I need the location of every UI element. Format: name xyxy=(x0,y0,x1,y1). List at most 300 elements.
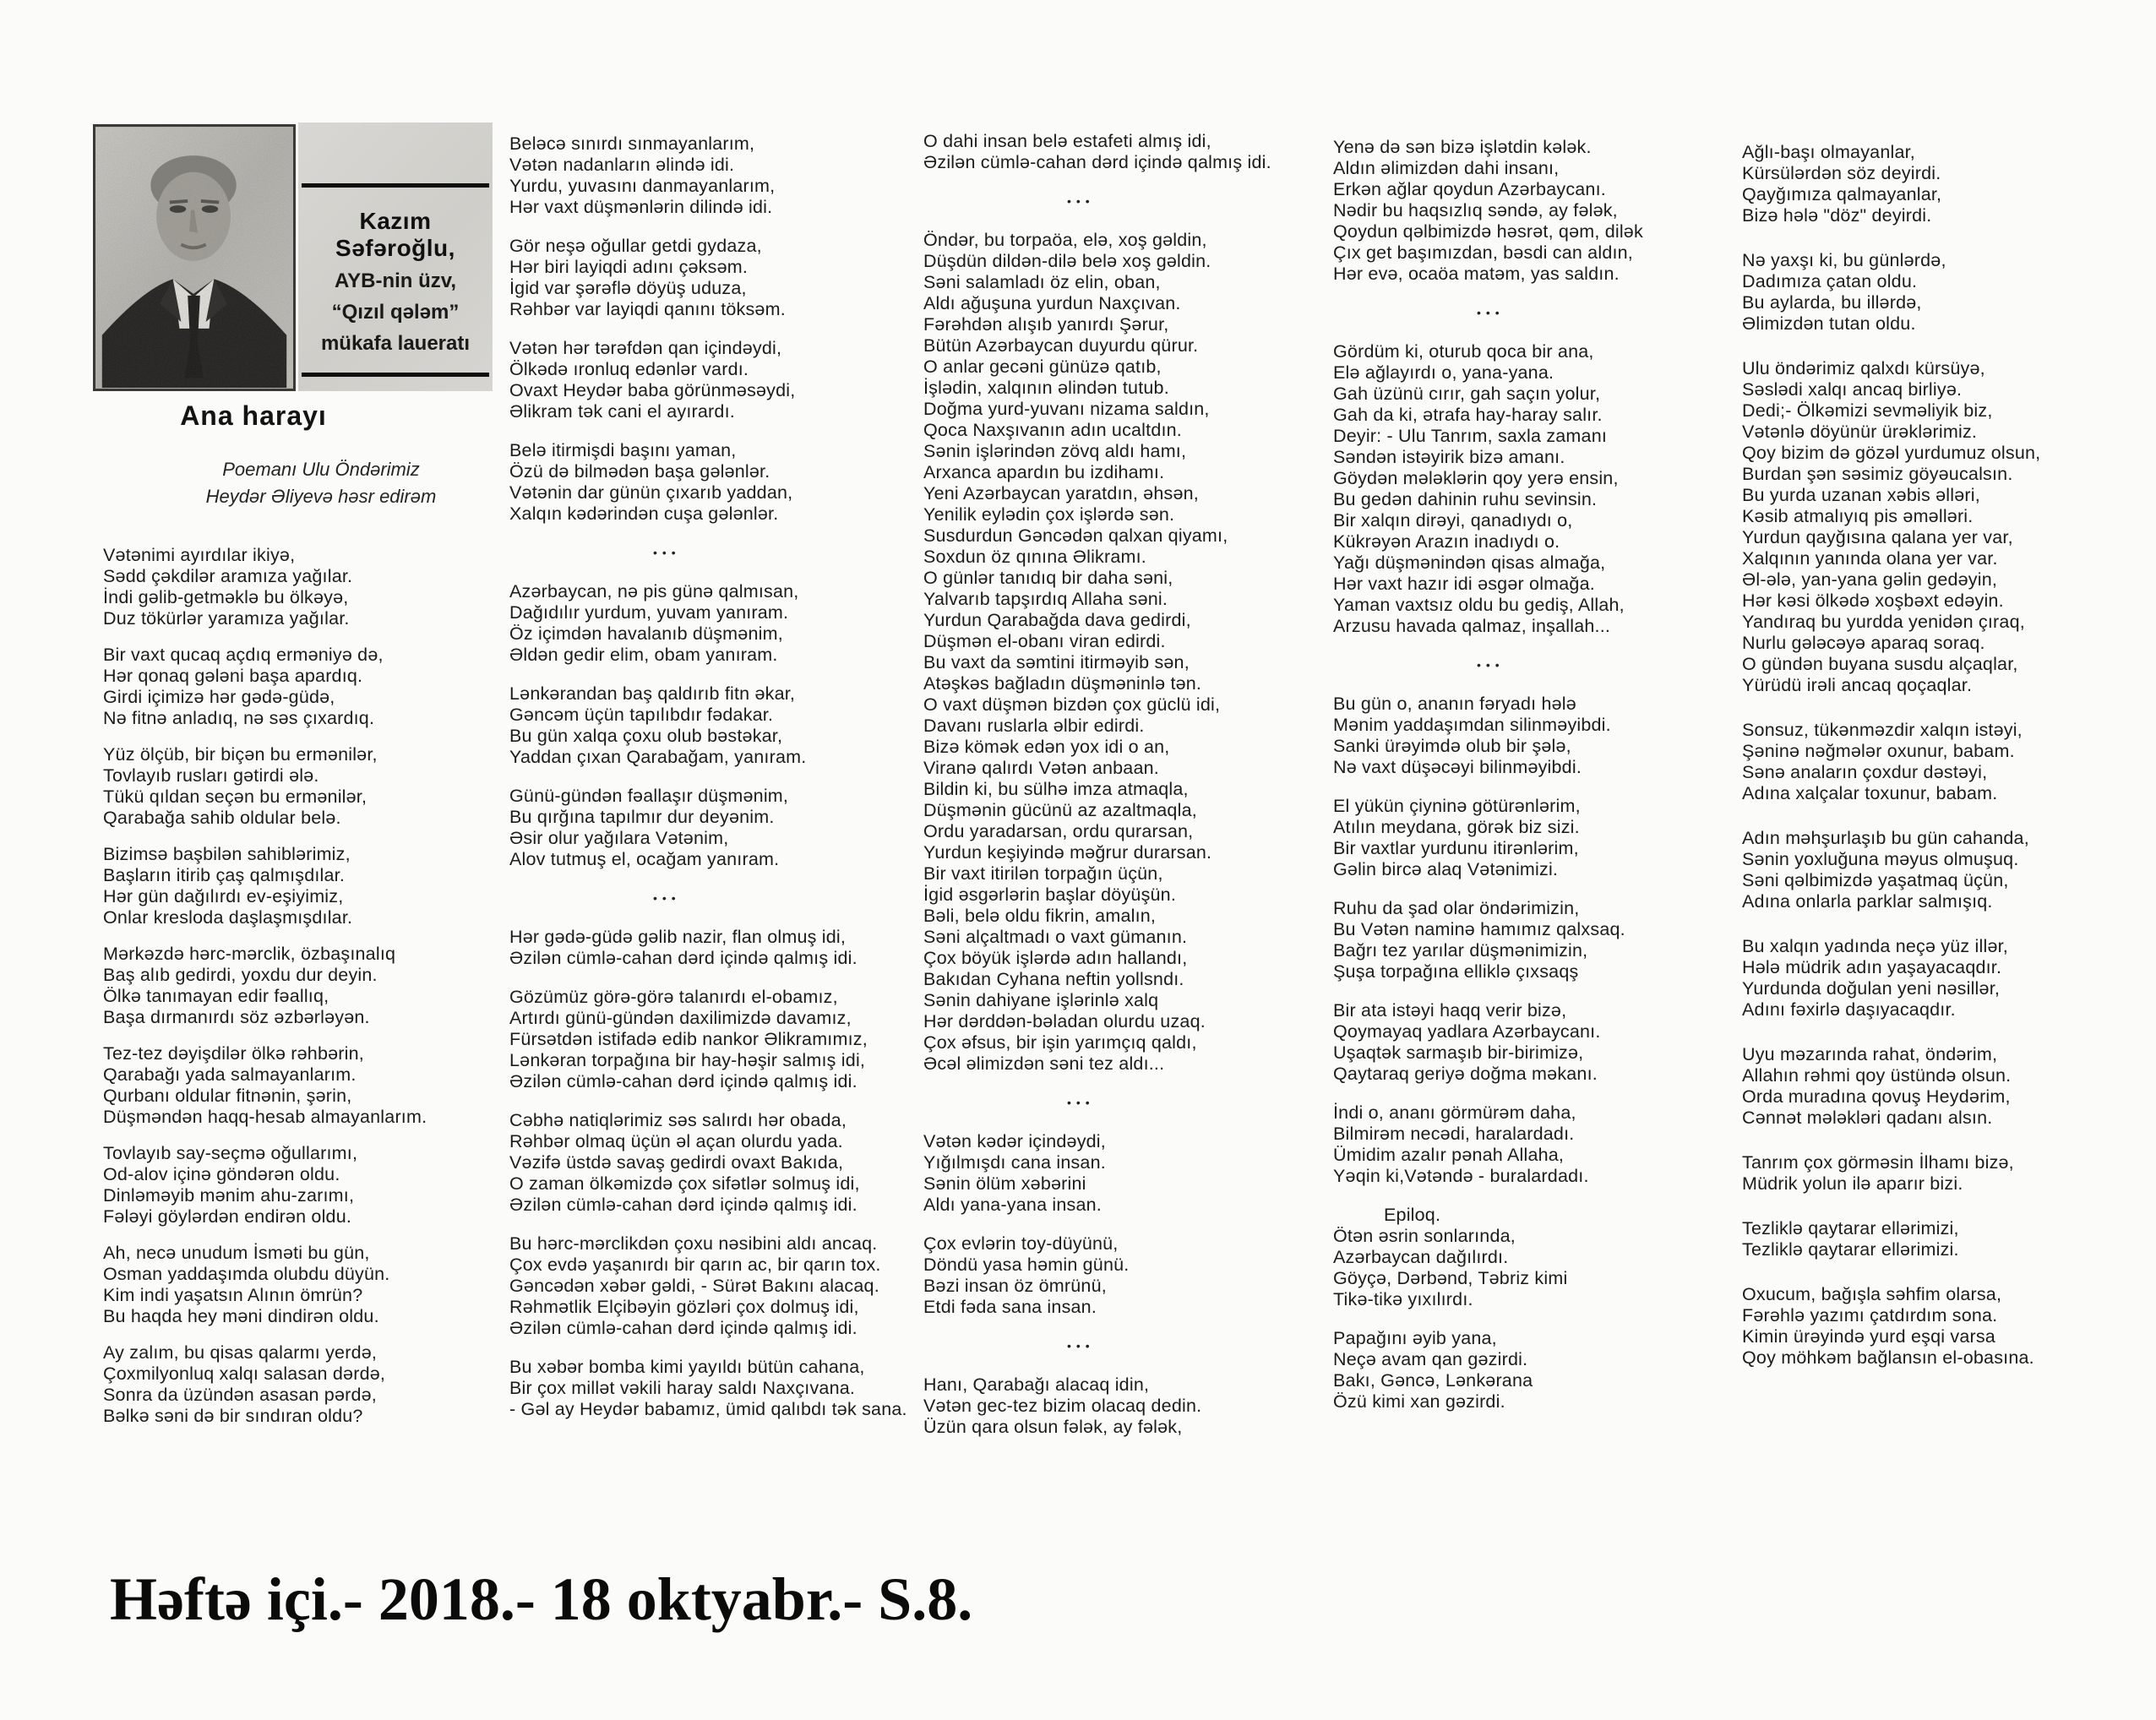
author-role-line: mükafa laueratı xyxy=(320,332,471,355)
poem-line: Orda muradına qovuş Heydərim, xyxy=(1742,1086,2011,1107)
stanza xyxy=(509,440,911,525)
poem-line: Müdrik yolun ilə aparır bizi. xyxy=(1742,1173,1963,1194)
poem-line: Erkən ağlar qoydun Azərbaycanı. xyxy=(1333,179,1606,199)
poem-line: Əcəl əlimizdən səni tez aldı... xyxy=(923,1053,1165,1074)
poem-line: Səslədi xalqı ancaq birliyə. xyxy=(1742,379,1963,400)
stanza-separator: ••• xyxy=(653,546,681,559)
poem-line: İşlədin, xalqının əlindən tutub. xyxy=(923,378,1169,398)
poem-line: Nə fitnə anladıq, nə səs çıxardıq. xyxy=(103,708,375,728)
poem-line: Aldı yana-yana insan. xyxy=(923,1195,1102,1215)
poem-line: Ovaxt Heydər baba görünməsəydi, xyxy=(509,380,796,400)
poem-line: İgid əsgərlərin başlar döyüşün. xyxy=(923,884,1177,905)
poem-line: Duz tökürlər yaramıza yağılar. xyxy=(103,608,350,629)
stanza xyxy=(103,1342,504,1427)
poem-line: Hər vaxt hazır idi əsgər olmağa. xyxy=(1333,574,1595,594)
poem-line: Çıx get başımızdan, bəsdi can aldın, xyxy=(1333,242,1633,263)
poem-line: Bir xalqın dirəyi, qanadıydı o, xyxy=(1333,510,1573,531)
poem-line: Rəhmətlik Elçibəyin gözləri çox dolmuş idi, xyxy=(509,1297,859,1317)
poem-line: Adına xalçalar toxunur, babam. xyxy=(1742,783,1998,803)
stanza xyxy=(509,786,911,870)
poem-line: Bütün Azərbaycan duyurdu qürur. xyxy=(923,335,1199,356)
poem-line: O anlar gecəni günüzə qatıb, xyxy=(923,357,1162,377)
poem-line: Günü-gündən fəallaşır düşmənim, xyxy=(509,786,789,806)
poem-line: Vətən hər tərəfdən qan içindəydi, xyxy=(509,338,782,358)
poem-line: Bir vaxtlar yurdunu itirənlərim, xyxy=(1333,838,1579,858)
poem-line: Elə ağlayırdı o, yana-yana. xyxy=(1333,362,1554,383)
poem-line: Adını fəxirlə daşıyacaqdır. xyxy=(1742,999,1956,1020)
stanza xyxy=(923,230,1325,1075)
poem-line: Əlimizdən tutan oldu. xyxy=(1742,313,1916,334)
poem-line: Qarabağı yada salmayanlarım. xyxy=(103,1064,357,1085)
poem-line: O vaxt düşmən bizdən çox güclü idi, xyxy=(923,694,1221,715)
poem-line: Vətən gec-tez bizim olacaq dedin. xyxy=(923,1396,1202,1416)
poem-line: Fərəhdən alışıb yanırdı Şərur, xyxy=(923,314,1169,335)
stanza xyxy=(923,131,1325,173)
poem-line: Allahın rəhmi qoy üstündə olsun. xyxy=(1742,1065,2012,1086)
portrait-photo-illustration xyxy=(95,127,293,389)
poem-line: Üzün qara olsun fələk, ay fələk, xyxy=(923,1417,1183,1437)
stanza xyxy=(1742,142,2143,226)
poem-line: O zaman ölkəmizdə çox sifətlər solmuş idi, xyxy=(509,1173,860,1194)
poem-line: Göyçə, Dərbənd, Təbriz kimi xyxy=(1333,1268,1568,1288)
poem-line: Bir çox millət vəkili haray saldı Naxçıvana. xyxy=(509,1378,856,1398)
poem-line: Vətən kədər içindəydi, xyxy=(923,1131,1106,1151)
poem-line: Sənin işlərindən zövq aldı hamı, xyxy=(923,441,1187,461)
poem-line: Başa dırmanırdı söz əzbərləyən. xyxy=(103,1007,370,1027)
poem-line: Ulu öndərimiz qalxdı kürsüyə, xyxy=(1742,358,1985,378)
poem-line: Vəzifə üstdə savaş gedirdi ovaxt Bakıda, xyxy=(509,1152,844,1173)
poem-line: Sonsuz, tükənməzdir xalqın istəyi, xyxy=(1742,720,2023,740)
poem-line: Ay zalım, bu qisas qalarmı yerdə, xyxy=(103,1342,378,1363)
poem-line: Öndər, bu torpaöa, elə, xoş gəldin, xyxy=(923,230,1207,250)
stanza xyxy=(509,1357,911,1420)
poem-line: Burdan şən səsimiz göyəucalsın. xyxy=(1742,464,2013,484)
poem-line: Davanı ruslarla əlbir edirdi. xyxy=(923,716,1145,736)
poem-line: Sənin yoxluğuna məyus olmuşuq. xyxy=(1742,849,2019,869)
poem-line: Qoy möhkəm bağlansın el-obasına. xyxy=(1742,1347,2034,1368)
stanza xyxy=(103,1043,504,1128)
poem-line: Sənin dahiyane işlərinlə xalq xyxy=(923,990,1159,1010)
poem-line: Düşməndən haqq-hesab almayanlarım. xyxy=(103,1107,427,1127)
stanza-heading: Epiloq. xyxy=(1384,1205,1441,1225)
poem-line: Bu vaxt da səmtini itirməyib sən, xyxy=(923,652,1190,672)
poem-line: Fələyi göylərdən endirən oldu. xyxy=(103,1206,352,1227)
poem-line: Bu gün xalqa çoxu olub bəstəkar, xyxy=(509,726,783,746)
poem-line: Osman yaddaşımda olubdu düyün. xyxy=(103,1264,390,1284)
stanza xyxy=(103,1243,504,1327)
stanza xyxy=(103,1143,504,1227)
poem-line: Qoy bizim də gözəl yurdumuz olsun, xyxy=(1742,443,2041,463)
poem-line: Beləcə sınırdı sınmayanlarım, xyxy=(509,133,755,154)
stanza xyxy=(1333,137,1734,285)
poem-line: Hər gün dağılırdı ev-eşiyimiz, xyxy=(103,886,344,906)
divider xyxy=(302,183,489,188)
poem-line: Ordu yaradarsan, ordu qurarsan, xyxy=(923,821,1194,841)
poem-line: Gəncəm üçün tapılıbdır fədakar. xyxy=(509,705,774,725)
poem-line: Əldən gedir elim, obam yanıram. xyxy=(509,645,778,665)
poem-line: Adına onlarla parklar salmışıq. xyxy=(1742,891,1993,912)
poem-line: Hər biri layiqdi adını çəksəm. xyxy=(509,257,749,277)
poem-line: Ağlı-başı olmayanlar, xyxy=(1742,142,1915,162)
stanza xyxy=(1742,936,2143,1021)
poem-line: Göydən mələklərin qoy yerə ensin, xyxy=(1333,468,1619,488)
poem-line: Əsir olur yağılara Vətənim, xyxy=(509,828,729,848)
poem-line: İgid var şərəflə döyüş uduza, xyxy=(509,278,747,298)
poem-line: Hər gədə-güdə gəlib nazir, flan olmuş idi, xyxy=(509,927,847,947)
poem-line: Baş alıb gedirdi, yoxdu dur deyin. xyxy=(103,965,378,985)
poem-line: Bu hərc-mərclikdən çoxu nəsibini aldı ancaq. xyxy=(509,1233,878,1254)
poem-line: Qoydun qəlbimizdə həsrət, qəm, dilək xyxy=(1333,221,1643,242)
poem-line: Bu qırğına tapılmır dur deyənim. xyxy=(509,807,775,827)
poem-line: Dağıdılır yurdum, yuvam yanıram. xyxy=(509,602,789,623)
poem-line: O dahi insan belə estafeti almış idi, xyxy=(923,131,1211,151)
poem-line: Adın məhşurlaşıb bu gün cahanda, xyxy=(1742,828,2029,848)
poem-line: Bir ata istəyi haqq verir bizə, xyxy=(1333,1000,1567,1021)
poem-line: Ruhu da şad olar öndərimizin, xyxy=(1333,898,1580,918)
poem-line: Səni alçaltmadı o vaxt gümanın. xyxy=(923,927,1188,947)
poem-line: Əlikram tək cani el ayırardı. xyxy=(509,401,735,422)
poem-line: Düşmənin gücünü az azaltmaqla, xyxy=(923,800,1197,820)
poem-line: Bizə hələ "döz" deyirdi. xyxy=(1742,205,1932,226)
source-citation: Həftə içi.- 2018.- 18 oktyabr.- S.8. xyxy=(110,1565,973,1633)
stanza xyxy=(509,581,911,666)
stanza xyxy=(923,1233,1325,1318)
poem-line: Hələ müdrik adın yaşayacaqdır. xyxy=(1742,957,2002,977)
poem-line: Qayğımıza qalmayanlar, xyxy=(1742,184,1942,204)
poem-line: Dadımıza çatan oldu. xyxy=(1742,271,1918,291)
poem-line: Yeni Azərbaycan yaratdın, əhsən, xyxy=(923,483,1199,503)
poem-line: Kükrəyən Arazın inadıydı o. xyxy=(1333,531,1560,552)
poem-line: Soxdun öz qınına Əlikramı. xyxy=(923,547,1146,567)
poem-line: Sənin ölüm xəbərini xyxy=(923,1173,1086,1194)
stanza xyxy=(103,844,504,928)
poem-line: Bəlkə səni də bir sındıran oldu? xyxy=(103,1406,363,1426)
poem-line: Atılın meydana, görək biz sizi. xyxy=(1333,817,1580,837)
poem-line: Başların itirib çaş qalmışdılar. xyxy=(103,865,346,885)
poem-line: Rəhbər var layiqdi qanını töksəm. xyxy=(509,299,786,319)
poem-line: Nurlu gələcəyə aparaq soraq. xyxy=(1742,633,1985,653)
poem-line: Oxucum, bağışla səhfim olarsa, xyxy=(1742,1284,2002,1304)
stanza xyxy=(103,944,504,1028)
poem-line: Əzilən cümlə-cahan dərd içində qalmış idi. xyxy=(509,1195,858,1215)
poem-line: Bu xalqın yadında neçə yüz illər, xyxy=(1742,936,2008,956)
poem-title: Ana harayı xyxy=(180,400,327,431)
poem-line: Sonra da üzündən asasan pərdə, xyxy=(103,1385,377,1405)
stanza-separator: ••• xyxy=(1067,194,1095,208)
poem-line: Aldın əlimizdən dahi insanı, xyxy=(1333,158,1560,178)
poem-line: Gözümüz görə-görə talanırdı el-obamız, xyxy=(509,987,838,1007)
poem-line: Düşmən el-obanı viran edirdi. xyxy=(923,631,1166,651)
poem-line: Gör neşə oğullar getdi gydaza, xyxy=(509,236,762,256)
poem-line: Bağrı tez yarılar düşmənimizin, xyxy=(1333,940,1588,961)
poem-line: Deyir: - Ulu Tanrım, saxla zamanı xyxy=(1333,426,1608,446)
stanza xyxy=(1333,1000,1734,1085)
stanza xyxy=(103,545,504,629)
stanza xyxy=(509,927,911,969)
poem-line: Qaytaraq geriyə doğma məkanı. xyxy=(1333,1064,1598,1084)
poem-line: Səndən istəyirik bizə amanı. xyxy=(1333,447,1565,467)
poem-line: Vətənlə döyünür ürəklərimiz. xyxy=(1742,422,1978,442)
poem-line: Tovlayıb rusları gətirdi ələ. xyxy=(103,765,319,786)
poem-line: Gördüm ki, oturub qoca bir ana, xyxy=(1333,341,1594,362)
stanza xyxy=(509,133,911,218)
dedication-line: Poemanı Ulu Öndərimiz xyxy=(222,459,420,480)
poem-line: Uşaqtək sarmaşıb bir-birimizə, xyxy=(1333,1042,1584,1063)
poem-line: Əzilən cümlə-cahan dərd içində qalmış idi. xyxy=(509,948,858,968)
poem-line: Nə vaxt düşəcəyi bilinməyibdi. xyxy=(1333,757,1582,777)
poem-line: Qoymayaq yadlara Azərbaycanı. xyxy=(1333,1021,1601,1042)
poem-line: İndi gəlib-getməklə bu ölkəyə, xyxy=(103,587,349,607)
poem-line: Tikə-tikə yıxılırdı. xyxy=(1333,1289,1473,1309)
poem-line: Hər vaxt düşmənlərin dilində idi. xyxy=(509,197,773,217)
poem-line: Əzilən cümlə-cahan dərd içində qalmış idi. xyxy=(923,152,1271,172)
poem-line: Uyu məzarında rahat, öndərim, xyxy=(1742,1044,1998,1064)
stanza xyxy=(1333,1205,1734,1310)
poem-line: Gəlin bircə alaq Vətənimizi. xyxy=(1333,859,1559,879)
poem-line: Kürsülərdən söz deyirdi. xyxy=(1742,163,1941,183)
poem-column-2 xyxy=(509,133,911,1438)
poem-line: Hər dərddən-bəladan olurdu uzaq. xyxy=(923,1011,1206,1031)
poem-line: Sənə anaların çoxdur dəstəyi, xyxy=(1742,762,1988,782)
stanza xyxy=(509,338,911,422)
poem-line: Çox böyük işlərdə adın hallandı, xyxy=(923,948,1188,968)
poem-line: Tovlayıb say-seçmə oğullarımı, xyxy=(103,1143,358,1163)
poem-line: Tez-tez dəyişdilər ölkə rəhbərin, xyxy=(103,1043,364,1064)
stanza xyxy=(1333,1102,1734,1187)
stanza xyxy=(1742,1044,2143,1129)
stanza xyxy=(1742,1152,2143,1195)
poem-line: Vətən nadanların əlində idi. xyxy=(509,155,735,175)
stanza xyxy=(509,987,911,1092)
author-role-line: “Qızıl qələm” xyxy=(331,301,460,324)
poem-line: O gündən buyana susdu alçaqlar, xyxy=(1742,654,2018,674)
poem-line: Çox evlərin toy-düyünü, xyxy=(923,1233,1119,1254)
poem-line: Tanrım çox görməsin İlhamı bizə, xyxy=(1742,1152,2014,1173)
poem-line: Qarabağa sahib oldular belə. xyxy=(103,808,341,828)
poem-line: Hanı, Qarabağı alacaq idin, xyxy=(923,1374,1150,1395)
poem-line: Bakıdan Cyhana neftin yollsndı. xyxy=(923,969,1184,989)
poem-line: Yalvarıb tapşırdıq Allaha səni. xyxy=(923,589,1168,609)
author-name: Kazım Səfəroğlu, xyxy=(335,208,455,261)
poem-line: Arxanca apardın bu izdihamı. xyxy=(923,462,1165,482)
poem-line: Bu gün o, ananın fəryadı hələ xyxy=(1333,694,1576,714)
poem-line: Əzilən cümlə-cahan dərd içində qalmış idi. xyxy=(509,1071,858,1091)
poem-line: Mənim yaddaşımdan silinməyibdi. xyxy=(1333,715,1611,735)
poem-line: Hər evə, ocaöa matəm, yas saldın. xyxy=(1333,264,1620,284)
poem-line: Sədd çəkdilər aramıza yağılar. xyxy=(103,566,353,586)
poem-line: Tükü qıldan seçən bu ermənilər, xyxy=(103,787,368,807)
poem-line: Girdi içimizə hər gədə-güdə, xyxy=(103,687,335,707)
poem-line: Çox evdə yaşanırdı bir qarın ac, bir qarın tox. xyxy=(509,1255,881,1275)
dedication-line: Heydər Əliyevə həsr edirəm xyxy=(205,486,437,507)
poem-line: Aldı ağuşuna yurdun Naxçıvan. xyxy=(923,293,1181,313)
poem-line: Tezliklə qaytarar ellərimizi, xyxy=(1742,1218,1959,1238)
poem-line: Nədir bu haqsızlıq səndə, ay fələk, xyxy=(1333,200,1618,220)
poem-line: Hər kəsi ölkədə xoşbəxt edəyin. xyxy=(1742,591,2004,611)
poem-line: Gah da ki, ətrafa hay-haray salır. xyxy=(1333,405,1603,425)
stanza xyxy=(509,1233,911,1339)
poem-line: Yenə də sən bizə işlətdin kələk. xyxy=(1333,137,1592,157)
poem-line: Azərbaycan, nə pis günə qalmısan, xyxy=(509,581,799,601)
author-byline-box xyxy=(298,122,493,391)
stanza-separator: ••• xyxy=(1067,1096,1095,1109)
poem-line: Yaman vaxtsız oldu bu gediş, Allah, xyxy=(1333,595,1625,615)
author-role-line: AYB-nin üzv, xyxy=(334,269,456,292)
poem-line: Bilmirəm necədi, haralardadı. xyxy=(1333,1124,1575,1144)
poem-line: Kimin ürəyində yurd eşqi varsa xyxy=(1742,1326,1995,1347)
poem-line: Səni qəlbimizdə yaşatmaq üçün, xyxy=(1742,870,2009,890)
stanza xyxy=(1742,1284,2143,1369)
poem-line: Bu gedən dahinin ruhu sevinsin. xyxy=(1333,489,1598,509)
stanza-separator: ••• xyxy=(653,891,681,905)
stanza-separator: ••• xyxy=(1067,1339,1095,1353)
poem-line: Yurdun keşiyində məğrur durarsan. xyxy=(923,842,1212,863)
poem-line: O günlər tanıdıq bir daha səni, xyxy=(923,568,1173,588)
poem-line: Bu yurda uzanan xəbis əlləri, xyxy=(1742,485,1980,505)
poem-line: Öz içimdən havalanıb düşmənim, xyxy=(509,623,783,644)
stanza xyxy=(1333,796,1734,880)
portrait-photo xyxy=(93,124,296,391)
poem-line: Cəbhə natiqlərimiz səs salırdı hər obada, xyxy=(509,1110,847,1130)
poem-line: Tezliklə qaytarar ellərimizi. xyxy=(1742,1239,1959,1260)
poem-line: Bu haqda hey məni dindirən oldu. xyxy=(103,1306,379,1326)
poem-line: Bakı, Gəncə, Lənkərana xyxy=(1333,1370,1533,1391)
stanza xyxy=(1333,1328,1734,1412)
poem-line: Neçə avam qan gəzirdi. xyxy=(1333,1349,1528,1369)
poem-line: Gəncədən xəbər gəldi, - Sürət Bakını alacaq. xyxy=(509,1276,879,1296)
poem-line: Bizə kömək edən yox idi o an, xyxy=(923,737,1170,757)
poem-line: Əzilən cümlə-cahan dərd içində qalmış idi. xyxy=(509,1318,858,1338)
poem-line: Özü kimi xan gəzirdi. xyxy=(1333,1391,1505,1412)
poem-line: Belə itirmişdi başını yaman, xyxy=(509,440,737,460)
stanza xyxy=(1742,250,2143,335)
poem-line: Çoxmilyonluq xalqı salasan dərdə, xyxy=(103,1363,386,1384)
poem-line: Yəqin ki,Vətəndə - buralardadı. xyxy=(1333,1166,1589,1186)
poem-line: Ölkə tanımayan edir fəallıq, xyxy=(103,986,329,1006)
poem-line: Mərkəzdə hərc-mərclik, özbaşınalıq xyxy=(103,944,396,964)
stanza xyxy=(1742,720,2143,804)
poem-line: Hər qonaq gələni başa apardıq. xyxy=(103,666,363,686)
stanza xyxy=(103,645,504,729)
poem-line: Rəhbər olmaq üçün əl açan olurdu yada. xyxy=(509,1131,843,1151)
poem-line: Ah, necə unudum İsməti bu gün, xyxy=(103,1243,370,1263)
poem-line: Yürüdü irəli ancaq qoçaqlar. xyxy=(1742,675,1973,695)
poem-line: Doğma yurd-yuvanı nizama saldın, xyxy=(923,399,1210,419)
stanza xyxy=(923,1131,1325,1216)
stanza xyxy=(923,1374,1325,1438)
poem-line: Vətənin dar günün çıxarıb yaddan, xyxy=(509,482,793,503)
poem-line: Səni salamladı öz elin, oban, xyxy=(923,272,1161,292)
poem-line: - Gəl ay Heydər babamız, ümid qalıbdı tək sana. xyxy=(509,1399,907,1419)
poem-line: Qurbanı oldular fitnənin, şərin, xyxy=(103,1086,352,1106)
poem-line: Döndü yasa həmin günü. xyxy=(923,1255,1130,1275)
poem-line: Yurdunda doğulan yeni nəsillər, xyxy=(1742,978,2001,999)
poem-line: Bildin ki, bu sülhə imza atmaqla, xyxy=(923,779,1189,799)
poem-line: Onlar kresloda daşlaşmışdılar. xyxy=(103,907,353,928)
poem-line: Bu xəbər bomba kimi yayıldı bütün cahana, xyxy=(509,1357,865,1377)
divider xyxy=(302,373,489,377)
poem-line: Susdurdun Gəncədən qalxan qiyamı, xyxy=(923,525,1228,546)
poem-line: Lənkəran torpağına bir hay-həşir salmış idi, xyxy=(509,1050,866,1070)
poem-line: Nə yaxşı ki, bu günlərdə, xyxy=(1742,250,1946,270)
poem-line: Bəli, belə oldu fikrin, amalın, xyxy=(923,906,1157,926)
poem-line: İndi o, ananı görmürəm daha, xyxy=(1333,1102,1576,1123)
stanza xyxy=(1742,358,2143,696)
poem-line: Bir vaxt itirilən torpağın üçün, xyxy=(923,863,1163,884)
poem-line: Artırdı günü-gündən daxilimizdə davamız, xyxy=(509,1008,852,1028)
poem-column-5 xyxy=(1742,142,2143,1392)
stanza-separator: ••• xyxy=(1477,658,1505,672)
poem-line: Cənnət mələkləri qadanı alsın. xyxy=(1742,1108,1993,1128)
stanza xyxy=(509,683,911,768)
poem-line: Bir vaxt qucaq açdıq erməniyə də, xyxy=(103,645,384,665)
poem-line: Alov tutmuş el, ocağam yanıram. xyxy=(509,849,780,869)
stanza xyxy=(1333,694,1734,778)
poem-line: Yaddan çıxan Qarabağam, yanıram. xyxy=(509,747,807,767)
poem-line: Qoca Naxşıvanın adın ucaltdın. xyxy=(923,420,1182,440)
poem-line: Lənkərandan baş qaldırıb fitn əkar, xyxy=(509,683,796,704)
poem-line: Yurdu, yuvasını danmayanlarım, xyxy=(509,176,776,196)
poem-line: Yurdun qayğısına qalana yer var, xyxy=(1742,527,2013,547)
poem-line: Papağını əyib yana, xyxy=(1333,1328,1497,1348)
poem-line: Arzusu havada qalmaz, inşallah... xyxy=(1333,616,1611,636)
poem-line: El yükün çiyninə götürənlərim, xyxy=(1333,796,1581,816)
poem-line: Özü də bilmədən başa gələnlər. xyxy=(509,461,770,482)
poem-line: Fürsətdən istifadə edib nankor Əlikramımız, xyxy=(509,1029,868,1049)
poem-line: Şəninə nəğmələr oxunur, babam. xyxy=(1742,741,2015,761)
poem-line: Gah üzünü cırır, gah saçın yolur, xyxy=(1333,384,1601,404)
poem-column-1 xyxy=(103,545,504,1442)
poem-line: Yüz ölçüb, bir biçən bu ermənilər, xyxy=(103,744,378,765)
poem-line: Yurdun Qarabağda dava gedirdi, xyxy=(923,610,1191,630)
stanza xyxy=(1742,828,2143,912)
poem-line: Əl-ələ, yan-yana gəlin gedəyin, xyxy=(1742,569,1998,590)
stanza xyxy=(1742,1218,2143,1260)
poem-line: Dedi;- Ölkəmizi sevməliyik biz, xyxy=(1742,400,1993,421)
poem-line: Bu aylarda, bu illərdə, xyxy=(1742,292,1922,313)
poem-line: Etdi fəda sana insan. xyxy=(923,1297,1097,1317)
poem-line: Bu Vətən naminə hamımız qalxsaq. xyxy=(1333,919,1625,939)
poem-line: Yandıraq bu yurdda yenidən çıraq, xyxy=(1742,612,2025,632)
poem-line: Yığılmışdı cana insan. xyxy=(923,1152,1106,1173)
poem-line: Kəsib atmalıyıq pis əməlləri. xyxy=(1742,506,1974,526)
poem-line: Xalqın kədərindən cuşa gələnlər. xyxy=(509,503,779,524)
poem-line: Fərəhlə yazımı çatdırdım sona. xyxy=(1742,1305,1998,1325)
poem-line: Vətənimi ayırdılar ikiyə, xyxy=(103,545,296,565)
stanza xyxy=(103,744,504,829)
poem-line: Çox əfsus, bir işin yarımçıq qaldı, xyxy=(923,1032,1197,1053)
poem-line: Ölkədə ıronluq edənlər vardı. xyxy=(509,359,749,379)
poem-line: Atəşkəs bağladın düşməninlə tən. xyxy=(923,673,1202,694)
poem-line: Xalqının yanında olana yer var. xyxy=(1742,548,1998,569)
poem-line: Sanki ürəyimdə olub bir şələ, xyxy=(1333,736,1571,756)
poem-line: Ötən əsrin sonlarında, xyxy=(1333,1226,1516,1246)
poem-line: Yenilik eylədin çox işlərdə sən. xyxy=(923,504,1175,525)
stanza xyxy=(509,1110,911,1216)
poem-line: Kim indi yaşatsın Alının ömrün? xyxy=(103,1285,363,1305)
poem-line: Viranə qalırdı Vətən anbaan. xyxy=(923,758,1159,778)
stanza-separator: ••• xyxy=(1477,306,1505,319)
poem-column-3 xyxy=(923,131,1325,1456)
poem-line: Od-alov içinə göndərən oldu. xyxy=(103,1164,340,1184)
poem-line: Azərbaycan dağılırdı. xyxy=(1333,1247,1509,1267)
poem-line: Ümidim azalır pənah Allaha, xyxy=(1333,1145,1565,1165)
poem-line: Yağı düşmənindən qisas almağa, xyxy=(1333,552,1606,573)
poem-line: Şuşa torpağına elliklə çıxsaqş xyxy=(1333,961,1579,982)
poem-line: Bizimsə başbilən sahiblərimiz, xyxy=(103,844,351,864)
stanza xyxy=(1333,341,1734,637)
dedication xyxy=(144,456,498,510)
